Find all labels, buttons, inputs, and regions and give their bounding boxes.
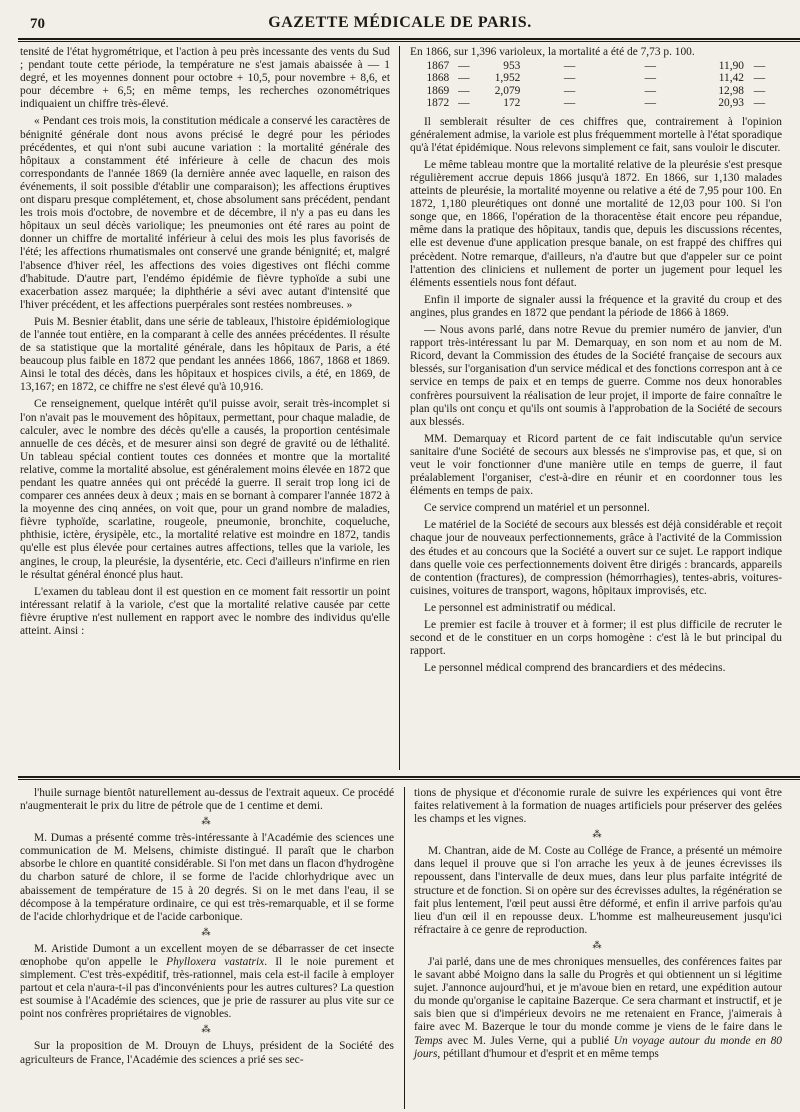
table-row xyxy=(410,97,772,109)
column-divider xyxy=(399,46,400,770)
book-title: Un voyage autour du monde en 80 jours xyxy=(414,1034,782,1060)
lower-left-column xyxy=(20,787,394,1109)
paragraph: L'examen du tableau dont il est question en ce moment fait ressortir un point intéressant relatif à la variole, c'est que la mortalité relative causée par cette fièvre éruptive n'est nullement en rapport avec le nombre des individus qu'elle atteint. Ainsi : xyxy=(20,585,390,638)
table-cell: — xyxy=(563,97,576,110)
running-title: GAZETTE MÉDICALE DE PARIS. xyxy=(268,14,532,31)
variola-table-first-line: En 1866, sur 1,396 varioleux, la mortalité a été de 7,73 p. 100. xyxy=(410,46,695,58)
table-cell: 953 xyxy=(503,60,521,72)
paragraph: Le premier est facile à trouver et à former; il est plus difficile de recruter le second et de le constituer en un corps homogène : c'est là le but principal du rapport. xyxy=(410,619,782,658)
table-cell: — xyxy=(458,60,470,72)
paragraph: Puis M. Besnier établit, dans une série de tableaux, l'histoire épidémiologique de l'année tout entière, en la comparant à celle des années précédentes. Il résulte de sa statistique que la mortalité générale, dans les hôpitaux de Paris, a été beaucoup plus faible en 1872 que pendant les années 1866, 1867, 1868 et 1869. Ainsi le total des décès, dans les hôpitaux et hospices civils, a été, en 1869, de 13,167; en 1872, ce chiffre ne s'est élevé qu'à 10,916. xyxy=(20,315,390,394)
table-cell: — xyxy=(563,60,576,72)
table-cell: 1868 xyxy=(426,72,450,85)
table-cell: 1869 xyxy=(426,84,450,97)
table-cell: — xyxy=(753,60,766,72)
table-cell: — xyxy=(458,97,470,110)
paragraph: Il semblerait résulter de ces chiffres que, contrairement à l'opinion généralement admise, la variole est plus fréquemment mortelle à l'état sporadique qu'à l'état épidémique. Nous relevons simplement ce fait, sans vouloir le discuter. xyxy=(410,115,782,154)
paragraph: Le matériel de la Société de secours aux blessés est déjà considérable et reçoit chaque jour de nouveaux perfectionnements, grâce à l'activité de la Commission des études et au concours que la Société a ouvert sur ce sujet. Le rapport indique dans quelle voie ces perfectionnements doivent être dirigés : brancards, appareils de contention (fractures), de compression (hémorrhagies), tentes-abris, voitures-cuisines, voitures de transport, wagons, hôpitaux improvisés, etc. xyxy=(410,519,782,597)
table-cell: 1,952 xyxy=(494,72,521,85)
newspaper-title: Temps xyxy=(414,1034,443,1047)
asterism-separator: ⁂ xyxy=(201,926,213,937)
table-cell: 1867 xyxy=(426,60,450,72)
paragraph: Le même tableau montre que la mortalité relative de la pleurésie s'est presque régulièrement accrue depuis 1866 jusqu'à 1872. En 1866, sur 1,130 malades atteints de pleurésie, la mortalité moyenne ou relative a été de 7,95 pour 100. En 1872, 1,180 pleurétiques ont donné une mortalité de 12,03 pour 100. Si l'on songe que, en 1866, l'opération de la thoracentèse était encore peu répandue, même dans la pratique des hôpitaux, tandis que, depuis les discussions récentes, elle est devenue d'une application presque banale, on est frappé des chiffres qui précèdent. Notre remarque, d'ailleurs, n'a d'autre but que d'appeler sur ce point l'attention des cliniciens et nullement de porter un jugement pour lequel les éléments essentiels nous font défaut. xyxy=(410,158,782,289)
variola-table xyxy=(410,60,772,110)
table-cell: 1872 xyxy=(426,97,450,110)
page-number: 70 xyxy=(30,16,45,32)
table-row xyxy=(410,60,772,72)
header-rule-thin xyxy=(18,41,800,42)
paragraph: tions de physique et d'économie rurale de suivre les expériences qui vont être faites relativement à la formation de nuages artificiels pour préserver des gelées les champs et les vignes. xyxy=(414,787,782,826)
paragraph: — Nous avons parlé, dans notre Revue du premier numéro de janvier, d'un rapport très-intéressant lu par M. Demarquay, en son nom et au nom de M. Ricord, devant la Commission des études de la Société française de secours aux blessés, sur l'organisation d'un service médical et des fonctions correspon ant à ce service en temps de paix et en temps de guerre. Comme nos deux honorables confrères poursuivent la réalisation de leur projet, il importe de faire connaître le plan qu'ils ont conçu et qu'ils ont soumis à l'approbation de la Société de secours aux blessés. xyxy=(410,324,782,428)
paragraph: M. Aristide Dumont a un excellent moyen de se débarrasser de cet insecte œnophobe qu'on appelle le Phylloxera vastatrix. Il le noie purement et simplement. C'est très-expéditif, très-rationnel, mais cela est-il facile à employer partout et cela n'aura-t-il pas d'inconvénients pour les autres cultures? La question est soumise à l'Académie des sciences, que je prie de rassurer au plus vite sur ce point nos confrères propriétaires de vignobles. xyxy=(20,942,394,1021)
table-cell: — xyxy=(644,84,656,97)
column-divider xyxy=(404,787,405,1109)
header-rule xyxy=(18,38,800,40)
asterism-separator: ⁂ xyxy=(592,829,604,840)
paragraph: Ce service comprend un matériel et un personnel. xyxy=(424,502,650,515)
paragraph: M. Dumas a présenté comme très-intéressante à l'Académie des sciences une communication de M. Melsens, chimiste distingué. Il paraît que le charbon absorbe le chlore en quantité considérable. Si l'on met dans un flacon d'hydrogène du charbon saturé de chlore, il se forme de l'acide chlorhydrique avec un abaissement de température de 15 à 20 degrés. Si on le met dans l'eau, il se décompose à la température ordinaire, ce qui est très-remarquable, et il se forme de l'acide chlorhydrique et de l'acide carbonique. xyxy=(20,832,394,923)
table-cell: — xyxy=(563,84,576,97)
paragraph: Le personnel est administratif ou médical. xyxy=(424,601,616,614)
table-cell: — xyxy=(458,72,470,85)
table-row xyxy=(410,72,772,84)
section-rule-thin xyxy=(18,779,800,780)
table-cell: — xyxy=(753,72,766,85)
asterism-separator: ⁂ xyxy=(201,816,213,827)
asterism-separator: ⁂ xyxy=(592,939,604,950)
table-cell: — xyxy=(753,84,766,97)
table-cell: — xyxy=(644,97,656,110)
paragraph: Sur la proposition de M. Drouyn de Lhuys, président de la Société des agriculteurs de France, l'Académie des sciences a prié ses sec- xyxy=(20,1040,394,1066)
table-cell: 20,93 xyxy=(718,97,744,110)
asterism-separator: ⁂ xyxy=(201,1024,213,1035)
paragraph: M. Chantran, aide de M. Coste au Collége de France, a présenté un mémoire dans lequel il prouve que si l'on arrache les yeux à de jeunes écrevisses ils repoussent, dans l'intervalle de deux mues, dans leur plus parfaite intégrité de structure et de fonction. Si on opère sur des écrevisses adultes, la régénération se fait plus lentement, l'œil peut aussi être déformé, et enfin il arrive parfois qu'au lieu d'un œil il en repousse deux. L'homme est malheureusement jusqu'ici réfractaire à ce genre de reproduction. xyxy=(414,845,782,936)
section-rule xyxy=(18,776,800,778)
lower-right-column xyxy=(414,787,782,1109)
paragraph: J'ai parlé, dans une de mes chroniques mensuelles, des conférences faites par le savant abbé Moigno dans la salle du Progrès et qui obtiennent un si légitime sujet. J'annonce aujourd'hui, et je m'avoue bien en retard, une expédition autour du monde qu'organise le capitaine Bazerque. Ce sera charmant et instructif, et je sais bien que si d'impérieux devoirs ne me retenaient en France, j'aimerais à faire avec M. Bazerque le tour du monde comme je viens de le faire dans le Temps avec M. Jules Verne, qui a publié Un voyage autour du monde en 80 jours, pétillant d'humour et d'esprit et en même temps xyxy=(414,955,782,1060)
paragraph: Ce renseignement, quelque intérêt qu'il puisse avoir, serait très-incomplet si l'on n'avait pas le mouvement des hôpitaux, permettant, pour chaque maladie, de calculer, avec le nombre des décès qu'elle a causés, la proportion centésimale annuelle de ces décès, et de mesurer ainsi son degré de gravité ou de léthalité. Un tableau spécial contient toutes ces données et montre que la mortalité relative, comme la mortalité absolue, est généralement moins élevée en 1872 que pendant les quatre années qui ont précédé la guerre. Il serait trop long ici de comparer ces années deux à deux ; mais en se bornant à comparer l'année 1872 à la moyenne des cinq années, on voit que, pour un grand nombre de maladies, fièvre typhoïde, scarlatine, rougeole, pneumonie, bronchite, coqueluche, phthisie, ictère, érysipèle, etc., la mortalité relative est moindre en 1872, tandis qu'elle est plus élevée pour certaines autres affections, telles que la variole, les angines, le croup, la pleurésie, la dysentérie, etc. Ceci d'ailleurs n'infirme en rien le résultat général énoncé plus haut. xyxy=(20,398,390,581)
paragraph: Le personnel médical comprend des brancardiers et des médecins. xyxy=(424,662,726,675)
species-name: Phylloxera vastatrix xyxy=(166,955,265,968)
table-cell: — xyxy=(458,84,470,97)
paragraph: MM. Demarquay et Ricord partent de ce fait indiscutable qu'un service sanitaire d'une Société de secours aux blessés ne s'improvise pas, et que, si on veut le voir fonctionner d'une manière utile en temps de guerre, il faut préalablement l'organiser, c'est-à-dire en réunir et en coordonner tous les éléments en temps de paix. xyxy=(410,432,782,498)
table-cell: 11,42 xyxy=(718,72,744,85)
table-cell: — xyxy=(753,97,766,110)
table-cell: — xyxy=(644,72,656,85)
upper-right-column xyxy=(410,46,782,774)
table-cell: — xyxy=(644,60,656,72)
paragraph: « Pendant ces trois mois, la constitution médicale a conservé les caractères de bénignité générale dont nous avons précisé le degré pour les périodes précédentes, et qui n'ont subi aucune variation : la mortalité générale des hôpitaux a constamment été inférieure à celle de chacun des mois correspondants de l'année 1869 (la dernière année avec laquelle, en raison des événements, il soit possible d'établir une comparaison); les affections éruptives ont disparu presque complétement, et, chose absolument sans précédent, pendant les trois mois d'octobre, de novembre et de décembre, il n'y a pas eu dans les hôpitaux un seul décès variolique; les pneumonies ont été rares au point de donner un chiffre de mortalité inférieur à celui des mois les plus favorisés de l'été; les affections rhumatismales ont conservé une grande bénignité; et, malgré l'absence d'hiver réel, les affections des voies digestives ont fléchi comme d'habitude. D'autre part, l'endémo épidémie de fièvre typhoïde a subi une exacerbation assez marquée; la diphthérie a sévi avec autant d'intensité que l'hiver précédent, et les affections puerpérales sont restées nombreuses. » xyxy=(20,115,390,311)
table-cell: 2,079 xyxy=(494,84,521,97)
table-cell: 11,90 xyxy=(718,60,744,72)
upper-left-column xyxy=(20,46,390,758)
table-cell: 172 xyxy=(503,97,521,110)
paragraph: l'huile surnage bientôt naturellement au-dessus de l'extrait aqueux. Ce procédé n'augmenterait le prix du litre de pétrole que de 1 centime et demi. xyxy=(20,787,394,813)
table-cell: — xyxy=(563,72,576,85)
paragraph: Enfin il importe de signaler aussi la fréquence et la gravité du croup et des angines, plus grandes en 1872 que pendant la période de 1866 à 1869. xyxy=(410,293,782,319)
paragraph: tensité de l'état hygrométrique, et l'action à peu près incessante des vents du Sud ; pendant toute cette période, la température ne s'est jamais abaissée à — 1 degré, et les moyennes donnent pour octobre + 10,5, pour novembre + 8,6, et pour décembre + 6,5; en même temps, les recherches ozonométriques indiquaient un chiffre très-élevé. xyxy=(20,46,390,111)
table-cell: 12,98 xyxy=(718,84,744,97)
table-row xyxy=(410,85,772,97)
